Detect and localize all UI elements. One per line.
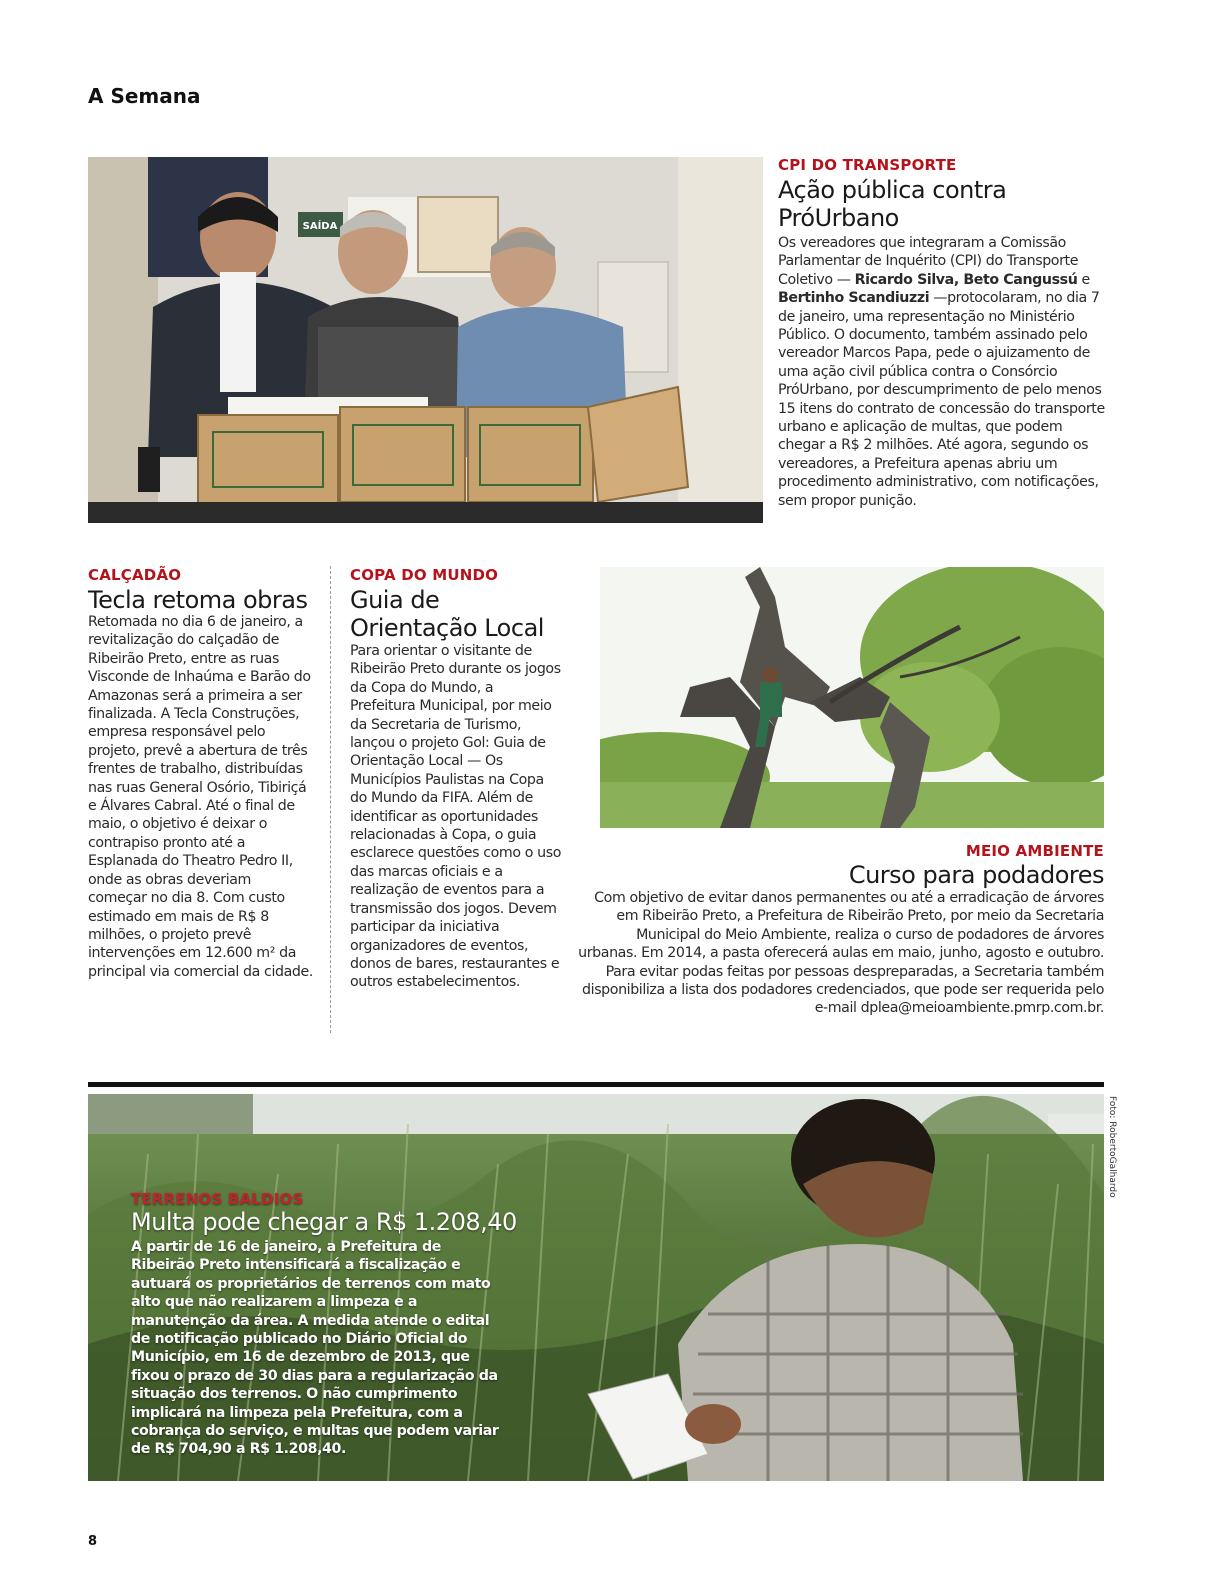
cpi-kicker: CPI DO TRANSPORTE bbox=[778, 156, 957, 174]
cpi-photo bbox=[88, 157, 763, 523]
cpi-body-rest: —protocolaram, no dia 7 de janeiro, uma representação no Ministério Público. O documento, também assinado pelo vereador Marcos Papa, pede o ajuizamento de uma ação civil pública contra o Consórcio PróUrbano, por descumprimento de pelo menos 15 itens do contrato de concessão do transporte urbano e aplicação de multas, que podem chegar a R$ 2 milhões. Até agora, segundo os vereadores, a Prefeitura apenas abriu um procedimento administrativo, com notificações, sem propor punição. bbox=[778, 290, 1105, 509]
photo-credit: Foto: RobertoGalhardo bbox=[1107, 1096, 1117, 1198]
cpi-body-paragraph bbox=[778, 234, 1108, 510]
cpi-photo-illustration bbox=[88, 157, 763, 523]
terrenos-body bbox=[131, 1238, 509, 1459]
section-title: A Semana bbox=[88, 84, 201, 108]
page-number: 8 bbox=[88, 1534, 98, 1549]
meio-body-paragraph: Com objetivo de evitar danos permanentes ou até a erradicação de árvores em Ribeirão Preto, a Prefeitura de Ribeirão Preto, por meio da Secretaria Municipal do Meio Ambiente, realiza o curso de podadores de árvores urbanas. Em 2014, a pasta oferecerá aulas em maio, junho, agosto e outubro. Para evitar podas feitas por pessoas despreparadas, a Secretaria também disponibiliza a lista dos podadores credenciados, que pode ser requerida pelo e-mail dplea@meioambiente.pmrp.com.br. bbox=[578, 890, 1104, 1017]
terrenos-body-paragraph: A partir de 16 de janeiro, a Prefeitura de Ribeirão Preto intensificará a fiscalização e autuará os proprietários de terrenos com mato alto que não realizarem a limpeza e a manutenção da área. A medida atende o edital de notificação publicado no Diário Oficial do Município, em 16 de dezembro de 2013, que fixou o prazo de 30 dias para a regularização da situação dos terrenos. O não cumprimento implicará na limpeza pela Prefeitura, com a cobrança do serviço, e multas que podem variar de R$ 704,90 a R$ 1.208,40. bbox=[131, 1239, 499, 1458]
meio-headline: Curso para podadores bbox=[848, 861, 1104, 889]
terrenos-headline: Multa pode chegar a R$ 1.208,40 bbox=[131, 1208, 517, 1236]
copa-body bbox=[350, 642, 562, 992]
copa-body-paragraph: Para orientar o visitante de Ribeirão Preto durante os jogos da Copa do Mundo, a Prefeitura Municipal, por meio da Secretaria de Turismo, lançou o projeto Gol: Guia de Orientação Local — Os Municípios Paulistas na Copa do Mundo da FIFA. Além de identificar as oportunidades relacionadas à Copa, o guia esclarece questões como o uso das marcas oficiais e a realização de eventos para a transmissão dos jogos. Devem participar da iniciativa organizadores de eventos, donos de bares, restaurantes e outros estabelecimentos. bbox=[350, 643, 561, 991]
calcadao-body bbox=[88, 613, 313, 981]
meio-kicker: MEIO AMBIENTE bbox=[965, 842, 1104, 860]
calcadao-body-paragraph: Retomada no dia 6 de janeiro, a revitalização do calçadão de Ribeirão Preto, entre as ruas Visconde de Inhaúma e Barão do Amazonas será a primeira a ser finalizada. A Tecla Construções, empresa responsável pelo projeto, prevê a abertura de três frentes de trabalho, distribuídas nas ruas General Osório, Tibiriçá e Álvares Cabral. Até o final de maio, o objetivo é deixar o contrapiso pronto até a Esplanada do Theatro Pedro II, onde as obras deveriam começar no dia 8. Com custo estimado em mais de R$ 8 milhões, o projeto prevê intervenções em 12.600 m² da principal via comercial da cidade. bbox=[88, 614, 313, 980]
copa-headline bbox=[350, 586, 570, 642]
cpi-headline bbox=[778, 176, 1108, 232]
cpi-headline-line2: PróUrbano bbox=[778, 204, 899, 232]
exit-sign-text: SAÍDA bbox=[302, 221, 338, 232]
cpi-body-names2: Bertinho Scandiuzzi bbox=[778, 290, 930, 307]
copa-kicker: COPA DO MUNDO bbox=[350, 566, 499, 584]
tree-photo bbox=[600, 567, 1104, 828]
cpi-body-names1: Ricardo Silva, Beto Cangussú bbox=[854, 271, 1078, 288]
cpi-body-and: e bbox=[1077, 271, 1090, 288]
column-divider bbox=[330, 566, 331, 1033]
copa-headline-line1: Guia de bbox=[350, 586, 440, 614]
section-rule bbox=[88, 1082, 1104, 1087]
cpi-body-intro: Os vereadores que integraram a Comissão Parlamentar de Inquérito (CPI) do Transporte Coletivo — bbox=[778, 235, 1079, 288]
copa-headline-line2: Orientação Local bbox=[350, 614, 544, 642]
calcadao-kicker: CALÇADÃO bbox=[88, 566, 182, 584]
terrenos-kicker: TERRENOS BALDIOS bbox=[131, 1190, 304, 1208]
calcadao-headline: Tecla retoma obras bbox=[88, 586, 308, 614]
tree-photo-illustration bbox=[600, 567, 1104, 828]
meio-body bbox=[575, 889, 1104, 1018]
cpi-body bbox=[778, 234, 1108, 510]
cpi-headline-line1: Ação pública contra bbox=[778, 176, 1007, 204]
